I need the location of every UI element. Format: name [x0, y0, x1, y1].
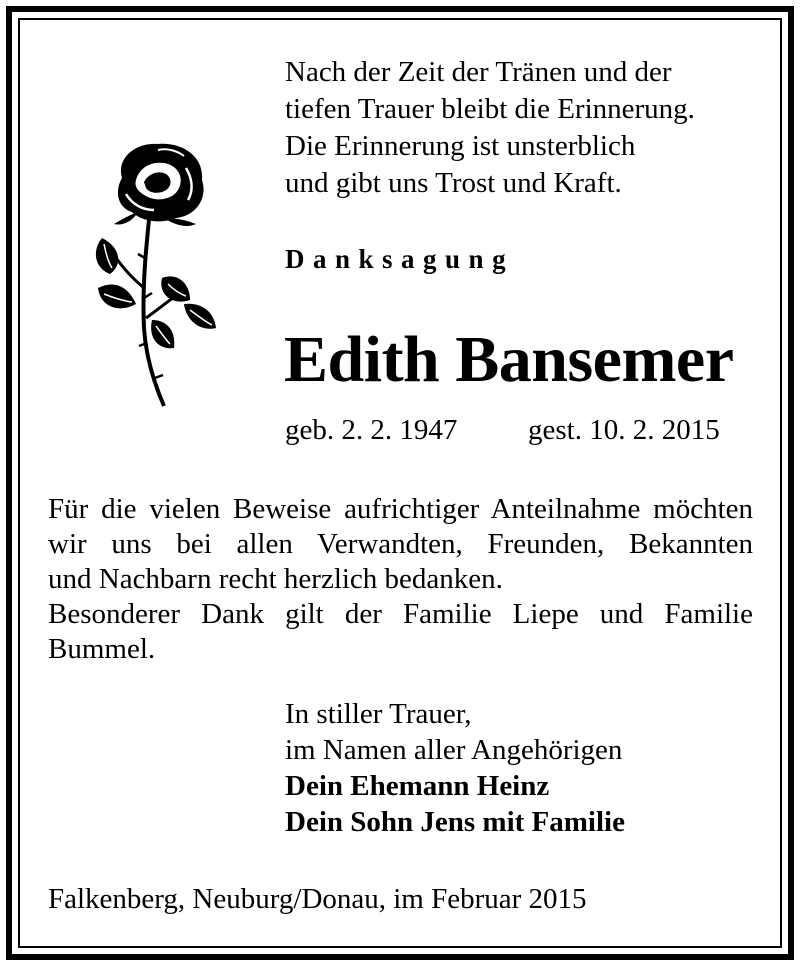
body-line: Besonderer Dank gilt der Familie Liepe und Familie	[48, 598, 753, 630]
body-line: Bummel.	[48, 633, 156, 665]
motto-line: Die Erinnerung ist unsterblich	[285, 130, 636, 162]
thanks-body	[48, 492, 753, 667]
death-date: gest. 10. 2. 2015	[528, 414, 720, 446]
motto	[285, 54, 695, 202]
motto-line: tiefen Trauer bleibt die Erinnerung.	[285, 93, 695, 125]
heading: Danksagung	[285, 244, 515, 274]
mourner-name: Dein Ehemann Heinz	[285, 770, 550, 802]
place-date: Falkenberg, Neuburg/Donau, im Februar 2015	[48, 883, 587, 915]
body-line: wir uns bei allen Verwandten, Freunden, Bekannten	[48, 528, 753, 560]
motto-line: und gibt uns Trost und Kraft.	[285, 167, 622, 199]
signature-intro: im Namen aller Angehörigen	[285, 734, 623, 766]
birth-date: geb. 2. 2. 1947	[285, 414, 458, 446]
motto-line: Nach der Zeit der Tränen und der	[285, 56, 672, 88]
deceased-name: Edith Bansemer	[284, 323, 734, 396]
signature-intro: In stiller Trauer,	[285, 698, 472, 730]
body-line: Für die vielen Beweise aufrichtiger Anteilnahme möchten	[48, 493, 753, 525]
signature-block	[285, 696, 625, 840]
body-line: und Nachbarn recht herzlich bedanken.	[48, 563, 503, 595]
mourner-name: Dein Sohn Jens mit Familie	[285, 806, 625, 838]
rose-icon	[92, 138, 220, 410]
